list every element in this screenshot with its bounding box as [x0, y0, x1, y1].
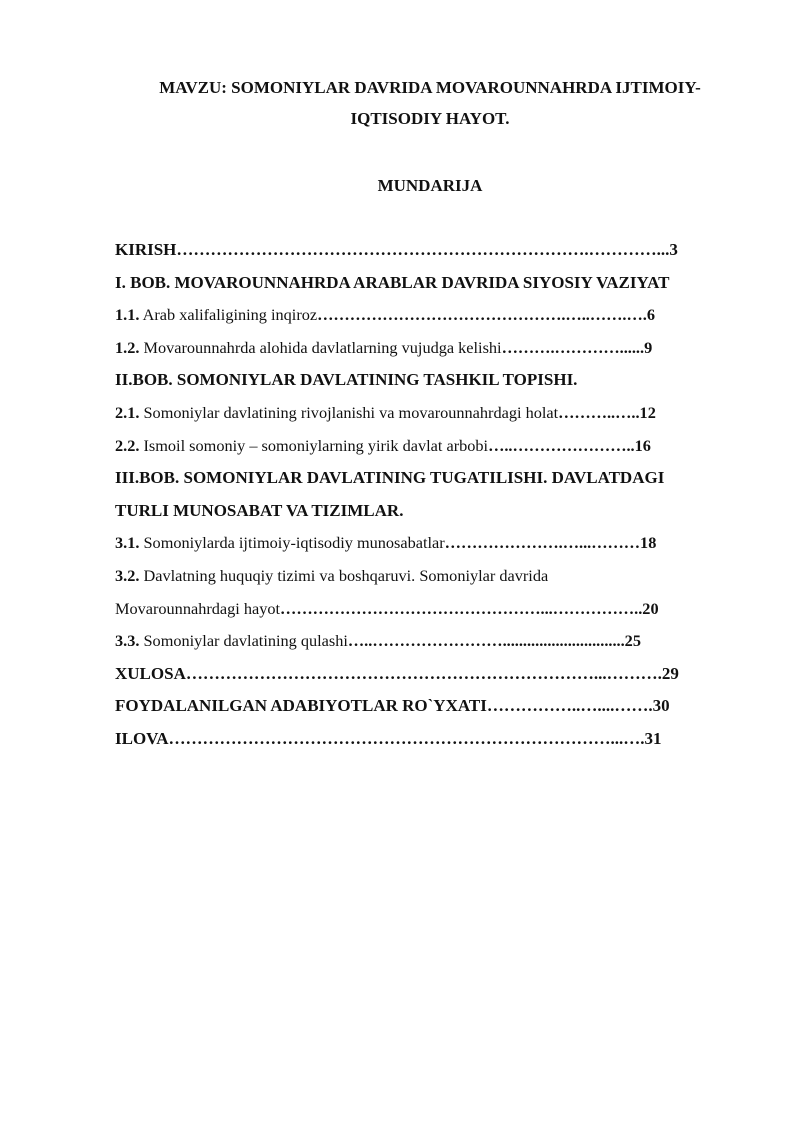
toc-entry-leader: …..…………………..: [488, 435, 635, 455]
toc-entry-leader: ………………….…...………: [444, 533, 641, 553]
toc-entry-leader: ………………………………………………………………...……….: [185, 663, 662, 683]
toc-entry-number: 3.1.: [115, 533, 140, 553]
toc-entry-page: 29: [661, 663, 679, 683]
contents-heading: MUNDARIJA: [377, 176, 483, 195]
toc-entry-title: Movarounnahrdagi hayot: [115, 598, 281, 618]
document-title-line-1: MAVZU: SOMONIYLAR DAVRIDA MOVAROUNNAHRDA IJTIMOIY-: [159, 78, 701, 97]
toc-entry-title: TURLI MUNOSABAT VA TIZIMLAR.: [115, 500, 404, 520]
toc-entry-number: 2.1.: [115, 402, 140, 422]
toc-entry-page: 12: [639, 402, 656, 422]
toc-entry: [115, 595, 743, 628]
toc-entry-page: 20: [642, 598, 659, 618]
toc-entry: [115, 399, 743, 432]
toc-entry-page: 3: [669, 240, 678, 259]
toc-entry: [115, 366, 743, 399]
toc-entry-title: Movarounnahrda alohida davlatlarning vujudga kelishi: [139, 337, 502, 357]
toc-entry: [115, 529, 743, 562]
toc-entry-title: II.BOB. SOMONIYLAR DAVLATINING TASHKIL TOPISHI.: [115, 370, 578, 390]
toc-entry-number: 3.2.: [115, 565, 140, 585]
toc-entry-leader: ……….…………......: [501, 337, 645, 357]
toc-entry-leader: ……………………………………………………………….…………...: [176, 240, 670, 259]
toc-entry: [115, 464, 743, 497]
toc-entry: [115, 660, 743, 693]
toc-entry: [115, 627, 743, 660]
toc-entry: [115, 269, 743, 302]
table-of-contents: [115, 236, 743, 758]
toc-entry-title: III.BOB. SOMONIYLAR DAVLATINING TUGATILISHI. DAVLATDAGI: [115, 468, 665, 488]
toc-entry: [115, 725, 743, 758]
toc-entry-page: 30: [652, 696, 670, 716]
toc-entry-leader: …………………………………………...……………..: [280, 598, 643, 618]
toc-entry: [115, 334, 743, 367]
toc-entry-title: I. BOB. MOVAROUNNAHRDA ARABLAR DAVRIDA SIYOSIY VAZIYAT: [115, 272, 670, 292]
toc-entry-leader: …..……………………..............................: [347, 631, 625, 651]
toc-entry-title: Somoniylarda ijtimoiy-iqtisodiy munosabatlar: [139, 533, 445, 553]
toc-entry-title: Ismoil somoniy – somoniylarning yirik davlat arbobi: [139, 435, 489, 455]
toc-entry-number: 2.2.: [115, 435, 140, 455]
toc-entry-leader: ………..…..: [558, 402, 640, 422]
toc-entry: [115, 497, 743, 530]
toc-entry-leader: ……………………………………………………………………...….: [168, 728, 645, 748]
toc-entry-title: Arab xalifaligining inqiroz: [139, 305, 318, 325]
toc-entry: [115, 236, 743, 269]
toc-entry-page: 6: [646, 305, 655, 325]
toc-entry-title: KIRISH: [115, 240, 177, 259]
toc-entry: [115, 692, 743, 725]
toc-entry-page: 25: [624, 631, 641, 651]
toc-entry-page: 16: [634, 435, 651, 455]
toc-entry-number: 1.2.: [115, 337, 140, 357]
toc-entry: [115, 301, 743, 334]
document-title-line-2: IQTISODIY HAYOT.: [350, 109, 510, 128]
toc-entry-title: ILOVA: [115, 728, 169, 748]
toc-entry-title: FOYDALANILGAN ADABIYOTLAR RO`YXATI: [115, 696, 487, 716]
toc-entry-page: 31: [644, 728, 662, 748]
toc-entry: [115, 562, 743, 595]
toc-entry-number: 3.3.: [115, 631, 140, 651]
toc-entry-number: 1.1.: [115, 305, 140, 325]
toc-entry-page: 18: [640, 533, 657, 553]
toc-entry-leader: ……………………………………….…..…….….: [317, 305, 647, 325]
toc-entry-page: 9: [644, 337, 653, 357]
toc-entry-title: Somoniylar davlatining rivojlanishi va movarounnahrdagi holat: [139, 402, 559, 422]
toc-entry-title: Somoniylar davlatining qulashi: [139, 631, 348, 651]
toc-entry-leader: ……………..…....…….: [486, 696, 653, 716]
toc-entry: [115, 432, 743, 465]
toc-entry-title: Davlatning huquqiy tizimi va boshqaruvi. Somoniylar davrida: [139, 565, 549, 585]
toc-entry-title: XULOSA: [115, 663, 186, 683]
